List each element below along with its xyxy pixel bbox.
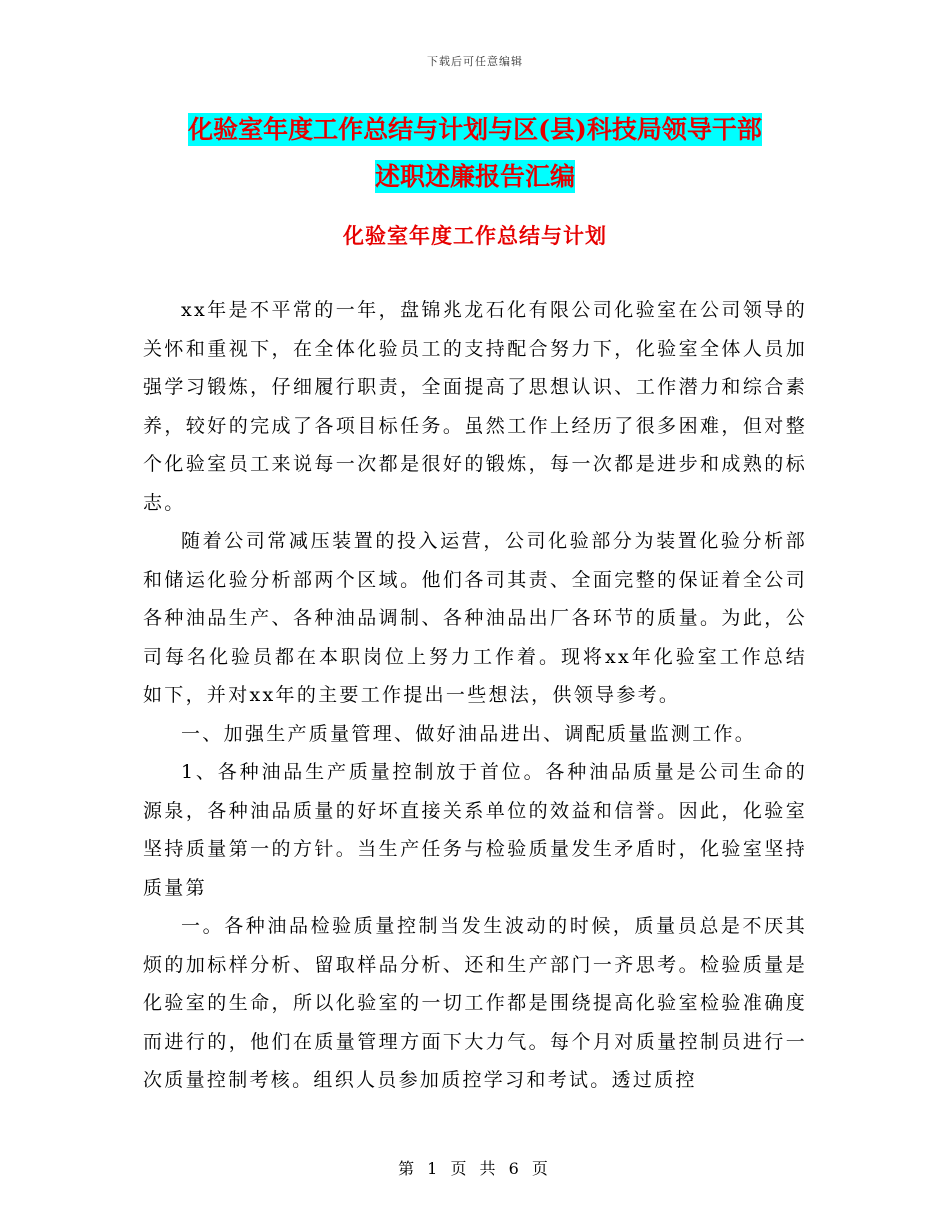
document-title-line-2: 述职述廉报告汇编 <box>374 162 575 191</box>
paragraph: xx年是不平常的一年，盘锦兆龙石化有限公司化验室在公司领导的关怀和重视下，在全体化验员工的支持配合努力下，化验室全体人员加强学习锻炼，仔细履行职责，全面提高了思想认识、工作潜力和综合素养，较好的完成了各项目标任务。虽然工作上经历了很多困难，但对整个化验室员工来说每一次都是很好的锻炼，每一次都是进步和成熟的标志。 <box>143 299 807 514</box>
paragraph: 一、加强生产质量管理、做好油品进出、调配质量监测工作。 <box>181 722 757 745</box>
header-note: 下载后可任意编辑 <box>427 55 523 68</box>
paragraph: 一。各种油品检验质量控制当发生波动的时候，质量员总是不厌其烦的加标样分析、留取样品分析、还和生产部门一齐思考。检验质量是化验室的生命，所以化验室的一切工作都是围绕提高化验室检验准确度而进行的，他们在质量管理方面下大力气。每个月对质量控制员进行一次质量控制考核。组织人员参加质控学习和考试。透过质控 <box>143 915 807 1091</box>
paragraph: 随着公司常减压装置的投入运营，公司化验部分为装置化验分析部和储运化验分析部两个区域。他们各司其责、全面完整的保证着全公司各种油品生产、各种油品调制、各种油品出厂各环节的质量。为此，公司每名化验员都在本职岗位上努力工作着。现将xx年化验室工作总结如下，并对xx年的主要工作提出一些想法，供领导参考。 <box>143 530 807 706</box>
paragraph: 1、各种油品生产质量控制放于首位。各种油品质量是公司生命的源泉，各种油品质量的好坏直接关系单位的效益和信誉。因此，化验室坚持质量第一的方针。当生产任务与检验质量发生矛盾时，化验室坚持质量第 <box>143 761 807 899</box>
document-title-line-1: 化验室年度工作总结与计划与区(县)科技局领导干部 <box>188 115 762 144</box>
document-body <box>143 291 807 1100</box>
section-title: 化验室年度工作总结与计划 <box>343 223 607 248</box>
document-title <box>100 106 850 200</box>
page-number: 第 1 页 共 6 页 <box>398 1159 552 1178</box>
